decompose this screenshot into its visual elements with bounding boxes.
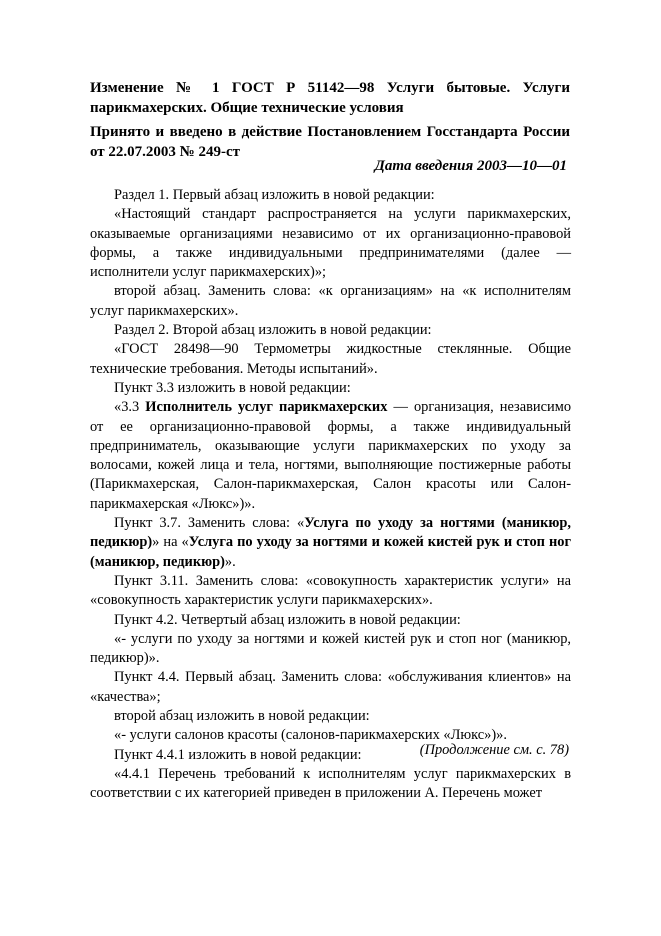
paragraph: «- услуги по уходу за ногтями и кожей кистей рук и стоп ног (маникюр, педикюр)». xyxy=(90,630,571,667)
paragraph: Пункт 4.2. Четвертый абзац изложить в новой редакции: xyxy=(114,611,461,628)
paragraph: Пункт 3.3 изложить в новой редакции: xyxy=(114,379,351,396)
paragraph: Раздел 1. Первый абзац изложить в новой редакции: xyxy=(114,187,435,203)
paragraph: «- услуги салонов красоты (салонов-парикмахерских «Люкс»)». xyxy=(114,727,507,744)
paragraph: второй абзац. Заменить слова: «к организациям» на «к исполнителям услуг парикмахерских». xyxy=(90,283,571,319)
paragraph: «Настоящий стандарт распространяется на услуги парикмахерских, оказываемые организациями независимо от их организационно-правовой формы, а также индивидуальными предпринимателями (далее — исполнители услуг парикмахерских)»; xyxy=(90,206,571,281)
term-bold: Услуга по уходу за ногтями и кожей кистей рук и стоп ног (маникюр, педикюр) xyxy=(90,534,571,570)
text-run: «3.3 xyxy=(114,399,146,416)
effective-date: Дата введения 2003—10—01 xyxy=(374,158,567,174)
amendment-title: Изменение № 1 ГОСТ Р 51142—98 Услуги бытовые. Услуги парикмахерских. Общие технические условия xyxy=(90,80,570,116)
paragraph: Раздел 2. Второй абзац изложить в новой редакции: xyxy=(114,322,432,339)
paragraph: второй абзац изложить в новой редакции: xyxy=(114,708,370,725)
text-run: Пункт 3.7. Заменить слова: « xyxy=(114,515,305,532)
paragraph xyxy=(90,514,571,572)
term-bold: Исполнитель услуг парикмахерских xyxy=(145,399,388,416)
paragraph: Пункт 4.4. Первый абзац. Заменить слова: «обслуживания клиентов» на «качества»; xyxy=(90,669,571,705)
text-run: » на « xyxy=(152,534,189,551)
adoption-statement: Принято и введено в действие Постановлением Госстандарта России от 22.07.2003 № 249-ст xyxy=(90,124,570,160)
continuation-note: (Продолжение см. с. 78) xyxy=(419,742,569,758)
paragraph: «ГОСТ 28498—90 Термометры жидкостные стеклянные. Общие технические требования. Методы испытаний». xyxy=(90,341,571,377)
paragraph xyxy=(90,398,571,514)
amendment-body xyxy=(90,186,571,804)
paragraph: «4.4.1 Перечень требований к исполнителям услуг парикмахерских в соответствии с их категорией приведен в приложении А. Перечень может xyxy=(90,765,571,802)
term-bold: Услуга по уходу за ногтями (маникюр, педикюр) xyxy=(90,515,571,551)
text-run: ». xyxy=(224,553,236,570)
paragraph: Пункт 4.4.1 изложить в новой редакции: xyxy=(114,746,362,763)
text-run: — организация, независимо от ее организационно-правовой формы, а также индивидуальный предприниматель, оказывающие услуги парикмахерских по уходу за волосами, кожей лица и тела, ногтями, выполняющие постижерные работы (Парикмахерская, Салон-парикмахерская, Салон красоты или Салон-парикмахерская «Люкс»)». xyxy=(90,399,572,512)
paragraph: Пункт 3.11. Заменить слова: «совокупность характеристик услуги» на «совокупность характеристик услуги парикмахерских». xyxy=(90,572,571,609)
